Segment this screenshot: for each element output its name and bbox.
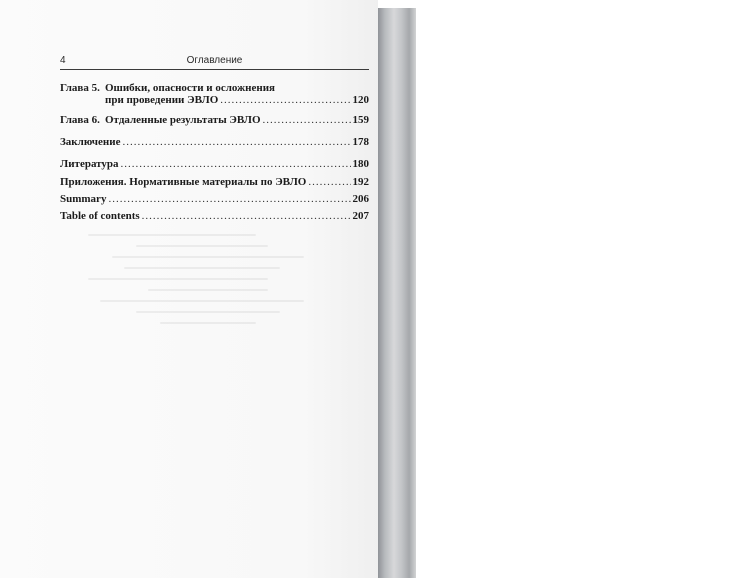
toc-entry-title: Ошибки, опасности и осложнения xyxy=(105,82,275,94)
dot-leader xyxy=(142,210,351,222)
toc-entry-appendices[interactable] xyxy=(60,176,369,188)
toc-entry-literature[interactable] xyxy=(60,158,369,170)
toc-entry-table-of-contents[interactable] xyxy=(60,210,369,222)
show-through-text xyxy=(88,225,328,390)
toc-page-number: 180 xyxy=(352,158,369,170)
toc-entry-title: Литература xyxy=(60,158,119,170)
toc-page-number: 207 xyxy=(352,210,369,222)
chapter-label: Глава 6. xyxy=(60,114,100,126)
dot-leader xyxy=(122,136,350,148)
toc-entry-conclusion[interactable] xyxy=(60,136,369,148)
dot-leader xyxy=(263,114,351,126)
dot-leader xyxy=(220,94,350,106)
toc-entry-title: Отдаленные результаты ЭВЛО xyxy=(105,114,261,126)
running-header xyxy=(60,52,369,70)
toc-entry-chapter-5[interactable] xyxy=(60,82,369,107)
toc-page-number: 120 xyxy=(352,94,369,106)
chapter-label: Глава 5. xyxy=(60,82,100,94)
toc-entry-title-continued: при проведении ЭВЛО xyxy=(105,94,219,106)
toc-entry-title: Приложения. Нормативные материалы по ЭВЛО xyxy=(60,176,307,188)
table-of-contents xyxy=(60,82,369,222)
toc-page-number: 178 xyxy=(352,136,369,148)
toc-page-number: 206 xyxy=(352,193,369,205)
header-title: Оглавление xyxy=(186,55,243,66)
right-page xyxy=(416,0,744,578)
toc-entry-title: Table of contents xyxy=(60,210,140,222)
book-spine-gutter xyxy=(378,8,416,578)
toc-entry-chapter-6[interactable] xyxy=(60,114,369,126)
toc-page-number: 159 xyxy=(352,114,369,126)
toc-page-number: 192 xyxy=(352,176,369,188)
dot-leader xyxy=(308,176,350,188)
toc-entry-title: Summary xyxy=(60,193,107,205)
dot-leader xyxy=(108,193,350,205)
page-number: 4 xyxy=(60,55,66,66)
toc-entry-summary[interactable] xyxy=(60,193,369,205)
dot-leader xyxy=(121,158,351,170)
toc-entry-title: Заключение xyxy=(60,136,121,148)
